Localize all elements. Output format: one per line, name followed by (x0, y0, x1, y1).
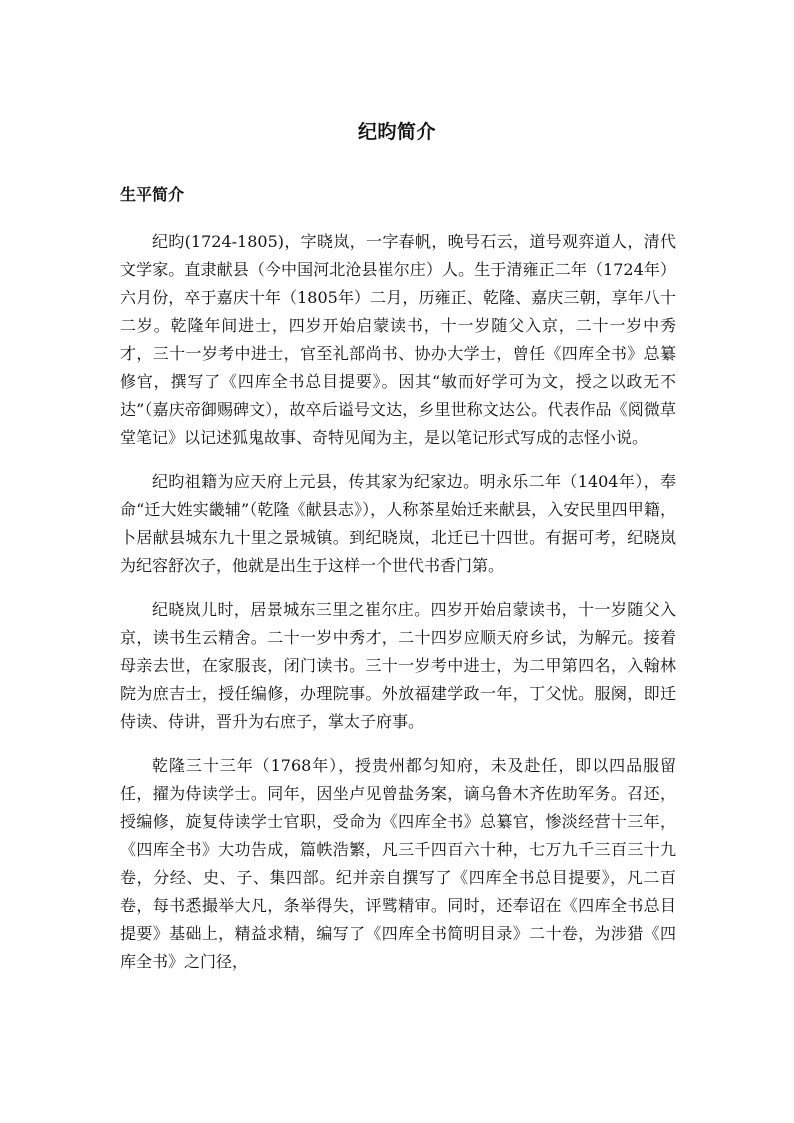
document-body (120, 228, 676, 992)
page-title: 纪昀简介 (357, 121, 436, 143)
paragraph-2: 纪昀祖籍为应天府上元县，传其家为纪家边。明永乐二年（1404年），奉命“迁大姓实畿辅”（乾隆《献县志》），人称茶星始迁来献县，入安民里四甲籍，卜居献县城东九十里之景城镇。到纪晓岚，北迁已十四世。有据可考，纪晓岚为纪容舒次子，他就是出生于这样一个世代书香门第。 (120, 472, 676, 575)
paragraph-1: 纪昀(1724-1805)，字晓岚，一字春帆，晚号石云，道号观弈道人，清代文学家。直隶献县（今中国河北沧县崔尔庄）人。生于清雍正二年（1724年）六月份，卒于嘉庆十年（1805年）二月，历雍正、乾隆、嘉庆三朝，享年八十二岁。乾隆年间进士，四岁开始启蒙读书，十一岁随父入京，二十一岁中秀才，三十一岁考中进士，官至礼部尚书、协办大学士，曾任《四库全书》总纂修官，撰写了《四库全书总目提要》。因其“敏而好学可为文，授之以政无不达”（嘉庆帝御赐碑文），故卒后谥号文达，乡里世称文达公。代表作品《阅微草堂笔记》以记述狐鬼故事、奇特见闻为主，是以笔记形式写成的志怪小说。 (120, 232, 676, 447)
section-heading: 生平简介 (120, 185, 185, 204)
paragraph-3: 纪晓岚儿时，居景城东三里之崔尔庄。四岁开始启蒙读书，十一岁随父入京，读书生云精舍。二十一岁中秀才，二十四岁应顺天府乡试，为解元。接着母亲去世，在家服丧，闭门读书。三十一岁考中进士，为二甲第四名，入翰林院为庶吉士，授任编修，办理院事。外放福建学政一年，丁父忧。服阕，即迁侍读、侍讲，晋升为右庶子，掌太子府事。 (120, 600, 676, 731)
paragraph-4: 乾隆三十三年（1768年），授贵州都匀知府，未及赴任，即以四品服留任，擢为侍读学士。同年，因坐卢见曾盐务案，谪乌鲁木齐佐助军务。召还，授编修，旋复侍读学士官职，受命为《四库全书》总纂官，惨淡经营十三年，《四库全书》大功告成，篇帙浩繁，凡三千四百六十种，七万九千三百三十九卷，分经、史、子、集四部。纪并亲自撰写了《四库全书总目提要》，凡二百卷，每书悉撮举大凡，条举得失，评骘精审。同时，还奉诏在《四库全书总目提要》基础上，精益求精，编写了《四库全书简明目录》二十卷，为涉猎《四库全书》之门径， (120, 756, 676, 971)
